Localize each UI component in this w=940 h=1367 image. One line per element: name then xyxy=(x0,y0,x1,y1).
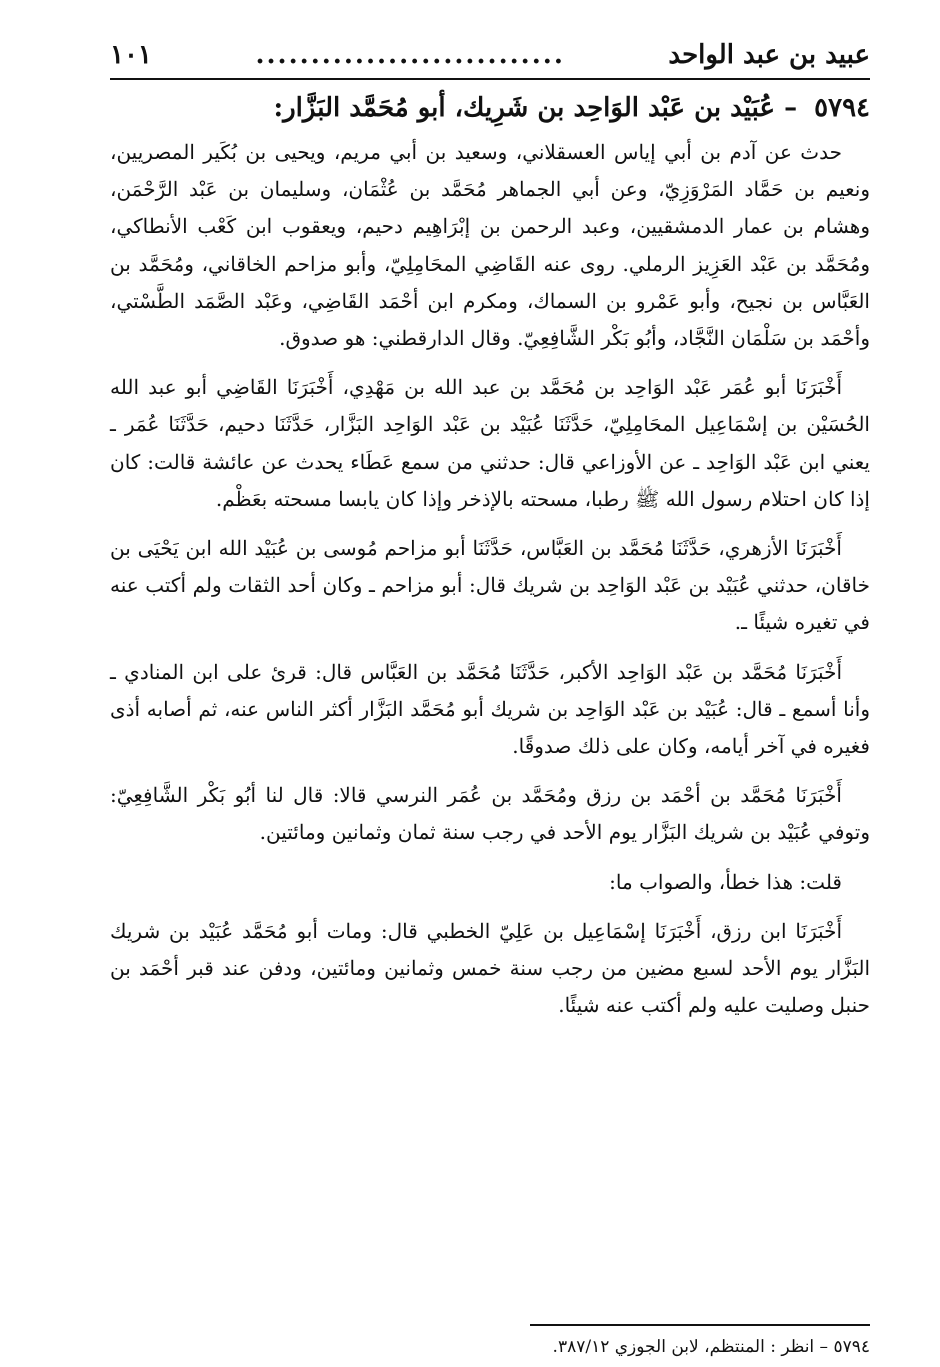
entry-body xyxy=(110,134,870,1024)
entry-separator: – xyxy=(784,93,798,123)
entry-heading xyxy=(110,86,870,130)
paragraph-munadi: أَخْبَرَنَا مُحَمَّد بن عَبْد الوَاحِد الأكبر، حَدَّثَنَا مُحَمَّد بن العَبَّاس قال: قرئ على ابن المنادي ـ وأنا أسمع ـ قال: عُبَيْد بن عَبْد الوَاحِد بن شريك أبو مُحَمَّد البَزَّار أكثر الناس عنه، ثم أصابه أذى فغيره في آخر أيامه، وكان على ذلك صدوقًا. xyxy=(110,659,870,759)
paragraph-death-report: أَخْبَرَنَا مُحَمَّد بن أحْمَد بن رزق ومُحَمَّد بن عُمَر النرسي قالا: قال لنا أبُو بَكْر الشَّافِعِيّ: وتوفي عُبَيْد بن شريك البَزَّار يوم الأحد في رجب سنة ثمان وثمانين ومائتين. xyxy=(110,783,870,845)
running-head-title: عبيد بن عبد الواحد xyxy=(668,40,870,70)
paragraph-azhari: أَخْبَرَنَا الأزهري، حَدَّثَنَا مُحَمَّد بن العَبَّاس، حَدَّثَنَا أبو مزاحم مُوسى بن عُبَيْد الله ابن يَحْيَى بن خاقان، حدثني عُبَيْد بن عَبْد الوَاحِد بن شريك قال: أبو مزاحم ـ وكان أحد الثقات ولم أكتب عنه في تغيره شيئًا ـ. xyxy=(110,536,870,635)
running-head xyxy=(110,32,870,80)
paragraph-khatabi: أَخْبَرَنَا ابن رزق، أَخْبَرَنَا إسْمَاعِيل بن عَلِيّ الخطبي قال: ومات أبو مُحَمَّد عُبَيْد بن شريك البَزَّار يوم الأحد لسبع مضين من رجب سنة خمس وثمانين ومائتين، ودفن عند قبر أحْمَد بن حنبل وصليت عليه ولم أكتب عنه شيئًا. xyxy=(110,918,870,1018)
footnote-rule xyxy=(530,1324,870,1326)
paragraph-biography: حدث عن آدم بن أبي إياس العسقلاني، وسعيد بن أبي مريم، ويحيى بن بُكَير المصريين، ونعيم بن حَمَّاد المَرْوَزِيّ، وعن أبي الجماهر مُحَمَّد بن عُثْمَان، وسليمان بن عَبْد الرَّحْمَن، وهشام بن عمار الدمشقيين، وعبد الرحمن بن إبْرَاهِيم دحيم، ويعقوب ابن كَعْب الأنطاكي، ومُحَمَّد بن عَبْد العَزِيز الرملي. روى عنه القَاضِي المحَامِلِيّ، وأبو مزاحم الخاقاني، ومُحَمَّد بن العَبَّاس بن نجيح، وأبو عَمْرو بن السماك، ومكرم ابن أحْمَد القَاضِي، وعَبْد الصَّمَد الطَّسْتي، وأحْمَد بن سَلْمَان النَّجَّاد، وأبُو بَكْر الشَّافِعِيّ. وقال الدارقطني: هو صدوق. xyxy=(110,140,870,351)
paragraph-hadith: أَخْبَرَنَا أبو عُمَر عَبْد الوَاحِد بن مُحَمَّد بن عبد الله بن مَهْدِي، أَخْبَرَنَا القَاضِي أبو عبد الله الحُسَيْن بن إسْمَاعِيل المحَامِلِيّ، حَدَّثَنَا عُبَيْد بن عَبْد الوَاحِد البَزَّار، حَدَّثَنَا دحيم، حَدَّثَنَا عُمَر ـ يعني ابن عَبْد الوَاحِد ـ عن الأوزاعي قال: حدثني من سمع عَطَاء يحدث عن عائشة قالت: كان إذا كان احتلام رسول الله ﷺ رطبا، مسحته بالإذخر وإذا كان يابسا مسحته بعَظْم. xyxy=(110,375,870,511)
entry-number: ٥٧٩٤ xyxy=(814,93,870,123)
paragraph-correction: قلت: هذا خطأ، والصواب ما: xyxy=(609,869,842,894)
running-head-dot-leader: ............................ xyxy=(255,40,565,70)
book-page xyxy=(110,32,870,1357)
footnote: ٥٧٩٤ – انظر : المنتظم، لابن الجوزي ٣٨٧/١٢. xyxy=(552,1337,870,1357)
page-number: ١٠١ xyxy=(110,40,152,70)
entry-title: عُبَيْد بن عَبْد الوَاحِد بن شَرِيك، أبو مُحَمَّد البَزَّار: xyxy=(273,93,776,123)
